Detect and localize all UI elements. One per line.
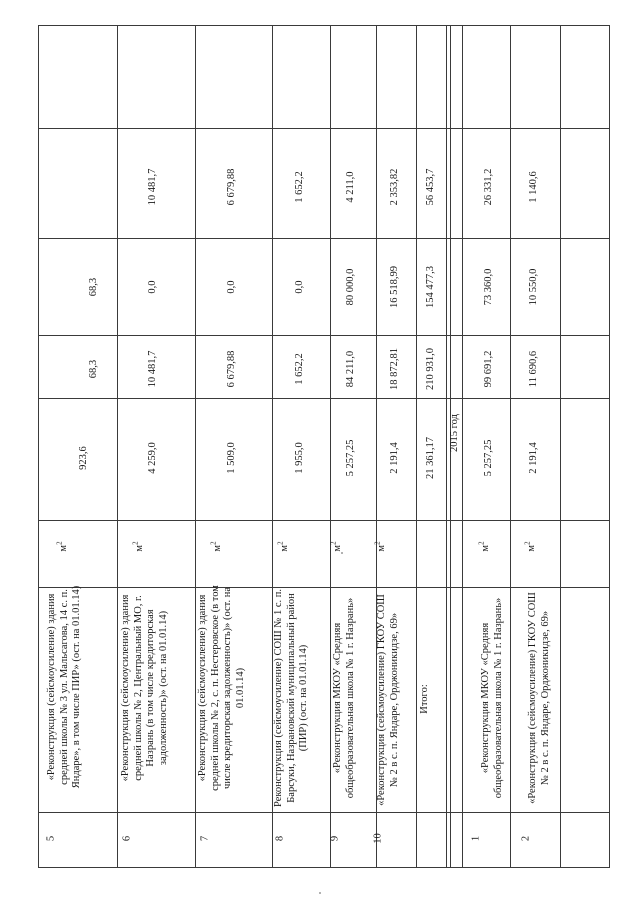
row-value-c4: 6 679,88 [226,168,237,206]
row-unit: $м^2$ [276,541,290,552]
row-line-8-9 [330,25,331,867]
row-unit: $м^2$ [55,541,69,552]
row-unit: $м^2$ [329,541,343,552]
grid-line-c1-unit [38,520,610,521]
scan-speck [341,552,343,554]
total-value-c1: 21 361,17 [425,437,436,479]
row-value-c1: 1 955,0 [294,442,305,474]
row-value-c4: 2 353,82 [389,168,400,206]
row-name: «Реконструкция (сейсмоусиление) ГКОУ СОШ № 2 в с. п. Яндаре, Орджоникидзе, 69» [376,594,400,806]
row-number: 2 [520,835,532,842]
row-name: «Реконструкция (сейсмоусиление) здания средней школы № 2, Центральный МО, г. Назрань (в том числе кредиторская задолженность)» (ост. на 01.01.14) [120,594,169,782]
row-value-c1: 923,6 [78,446,89,470]
row-value-c1: 5 257,25 [345,439,356,477]
row-value-c1: 2 191,4 [389,442,400,474]
row-value-c3: 73 360,0 [483,268,494,306]
row-unit: $м^2$ [131,541,145,552]
row-value-c3: 0,0 [294,280,305,294]
scan-speck [319,892,321,894]
row-line-left [38,25,39,867]
row-name: «Реконструкция (сейсмоусиление) здания средней школы № 3 ул. Мальсагова, 14 с. п. Яндаре», в том числе ПИР» (ост. на 01.01.14) [46,585,82,789]
row-unit: $м^2$ [373,541,387,552]
row-number: 7 [199,835,211,842]
row-number: 9 [329,835,341,842]
row-name: «Реконструкция МКОУ «Средняя общеобразовательная школа № 1 г. Назрань» [480,597,504,799]
row-number: 1 [470,835,482,842]
row-value-c1: 4 259,0 [147,442,158,474]
row-name: «Реконструкция (сейсмоусиление) ГКОУ СОШ № 2 в с. п. Яндаре, Орджоникидзе, 69» [527,592,551,804]
row-line-10-total [416,25,417,867]
row-value-c4: 1 140,6 [528,171,539,203]
row-value-c1: 1 509,0 [226,442,237,474]
row-value-c2: 18 872,81 [389,348,400,390]
total-value-c3: 154 477,3 [425,266,436,308]
grid-line-bottom [38,867,610,868]
row-line-5-6 [117,25,118,867]
grid-line-c3-c2 [38,335,610,336]
row-number: 5 [45,835,57,842]
row-line-6-7 [195,25,196,867]
row-name: «Реконструкция (сейсмоусиление) здания средней школы № 2, с. п. Нестеровское (в том числе кредиторская задолженность)» (ост. на 01.01.14) [197,585,246,791]
row-value-c2: 1 652,2 [294,353,305,385]
row-value-c2: 11 690,6 [528,350,539,388]
grid-line-c5-c4 [38,128,610,129]
row-number: 6 [121,835,133,842]
row-value-c4: 10 481,7 [147,168,158,206]
row-value-c4: 26 331,2 [483,168,494,206]
row-value-c4 [88,157,102,217]
row-unit: $м^2$ [477,541,491,552]
row-name: «Реконструкция МКОУ «Средняя общеобразовательная школа № 1 г. Назрань» [332,597,356,799]
grid-line-c2-c1 [38,398,610,399]
row-unit: $м^2$ [209,541,223,552]
row-value-c3: 16 518,99 [389,266,400,308]
row-value-c2: 10 481,7 [147,350,158,388]
row-unit: $м^2$ [523,541,537,552]
row-value-c2: 68,3 [88,359,99,379]
total-label: Итого: [419,684,430,714]
row-value-c2: 99 691,2 [483,350,494,388]
row-number: 8 [274,835,286,842]
row-name: Реконструкция (сейсмоусиление) СОШ № 1 с. п. Барсуки, Назрановский муниципальный район (ПИР) (ост. на 01.01.14) [273,589,309,807]
row-value-c3: 80 000,0 [345,268,356,306]
grid-line-name-num [38,812,610,813]
total-value-c4: 56 453,7 [425,168,436,206]
row-value-c4: 4 211,0 [345,171,356,203]
row-value-c1: 2 191,4 [528,442,539,474]
row-value-c4: 1 652,2 [294,171,305,203]
row-value-c3: 10 550,0 [528,268,539,306]
row-value-c2: 84 211,0 [345,350,356,388]
row-value-c3: 0,0 [226,280,237,294]
total-value-c2: 210 931,0 [425,348,436,390]
row-line-total-year-a [446,25,447,867]
grid-line-top [38,25,610,26]
grid-line-c4-c3 [38,238,610,239]
row-line-edge [609,25,610,867]
row-value-c2: 6 679,88 [226,350,237,388]
year-label: 2015 год [449,414,460,452]
row-number: 10 [372,833,384,844]
row-value-c1: 5 257,25 [483,439,494,477]
row-value-c3: 0,0 [147,280,158,294]
row-value-c3: 68,3 [88,277,99,297]
